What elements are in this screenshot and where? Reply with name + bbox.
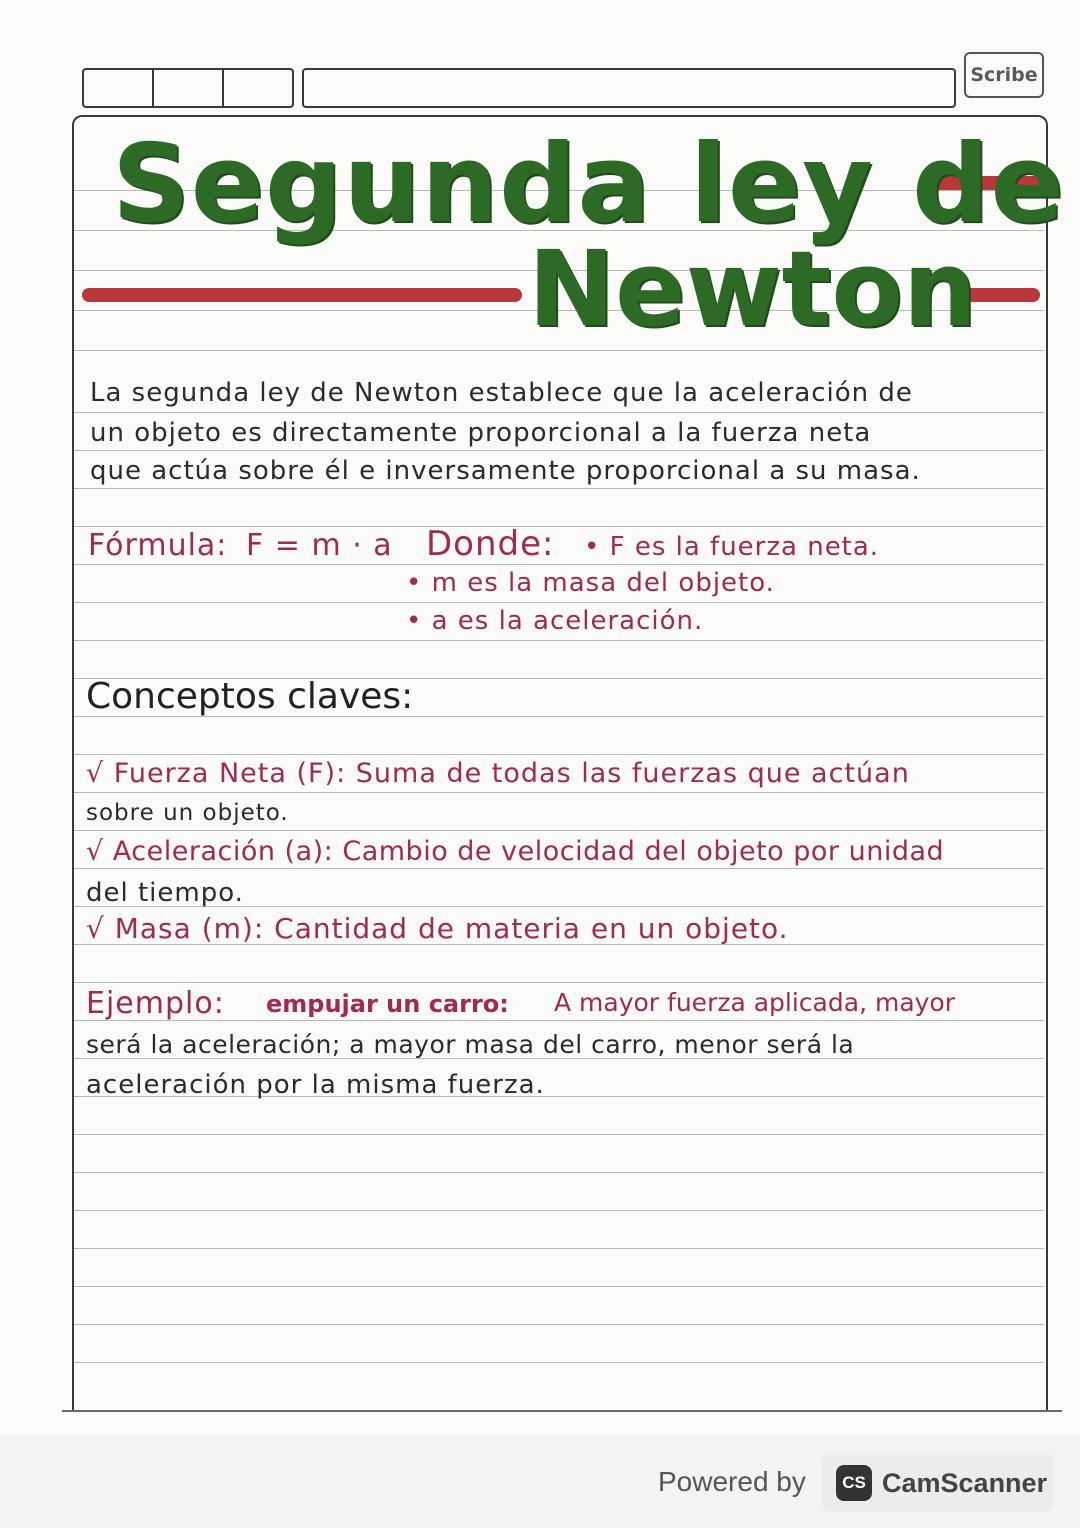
concept-line: √ Aceleración (a): Cambio de velocidad del objeto por unidad (86, 836, 945, 867)
example-case: empujar un carro: (266, 990, 509, 1018)
ruled-line (74, 982, 1044, 983)
ruled-line (74, 1362, 1044, 1363)
topic-box (302, 68, 956, 108)
ruled-line (74, 1210, 1044, 1211)
page-bottom-edge (62, 1410, 1062, 1412)
ruled-line (74, 1324, 1044, 1325)
formula-label: Fórmula: (88, 528, 228, 563)
ruled-line (74, 1248, 1044, 1249)
camscanner-name: CamScanner (882, 1467, 1048, 1498)
formula-item: • m es la masa del objeto. (406, 568, 775, 598)
formula-item: • F es la fuerza neta. (584, 532, 880, 562)
ruled-line (74, 830, 1044, 831)
example-line: será la aceleración; a mayor masa del carro, menor será la (86, 1030, 855, 1059)
concept-line: √ Fuerza Neta (F): Suma de todas las fuerzas que actúan (86, 758, 910, 789)
ruled-line (74, 640, 1044, 641)
example-line: aceleración por la misma fuerza. (86, 1070, 545, 1100)
camscanner-badge (822, 1455, 1054, 1511)
ruled-line (74, 564, 1044, 565)
ruled-line (74, 1134, 1044, 1135)
ruled-line (74, 526, 1044, 527)
ruled-line (74, 488, 1044, 489)
ruled-line (74, 754, 1044, 755)
ruled-line (74, 1286, 1044, 1287)
ruled-line (74, 1172, 1044, 1173)
date-divider (152, 70, 154, 106)
ruled-line (74, 450, 1044, 451)
formula-item: • a es la aceleración. (406, 606, 704, 636)
ruled-line (74, 412, 1044, 413)
camscanner-logo-icon: CS (836, 1465, 872, 1501)
notebook-brand-logo: Scribe (964, 52, 1044, 98)
date-box (82, 68, 294, 108)
concept-line: del tiempo. (86, 878, 244, 908)
ruled-line (74, 602, 1044, 603)
title-underline-bar (82, 288, 522, 302)
page-title-line1: Segunda ley de (112, 122, 1065, 247)
intro-line: que actúa sobre él e inversamente proporcional a su masa. (90, 456, 921, 486)
ruled-line (74, 868, 1044, 869)
intro-line: un objeto es directamente proporcional a la fuerza neta (90, 418, 872, 448)
powered-by-text: Powered by (658, 1466, 806, 1497)
page-title-line2: Newton (528, 228, 977, 350)
date-divider (222, 70, 224, 106)
example-line: A mayor fuerza aplicada, mayor (554, 988, 956, 1017)
intro-line: La segunda ley de Newton establece que la aceleración de (90, 378, 913, 408)
example-label: Ejemplo: (86, 986, 225, 1021)
concepts-heading: Conceptos claves: (86, 676, 414, 717)
concept-line: sobre un objeto. (86, 800, 289, 826)
where-label: Donde: (426, 524, 555, 564)
ruled-line (74, 792, 1044, 793)
concept-line: √ Masa (m): Cantidad de materia en un objeto. (86, 912, 789, 945)
ruled-line (74, 350, 1044, 351)
formula-equation: F = m · a (246, 528, 393, 563)
